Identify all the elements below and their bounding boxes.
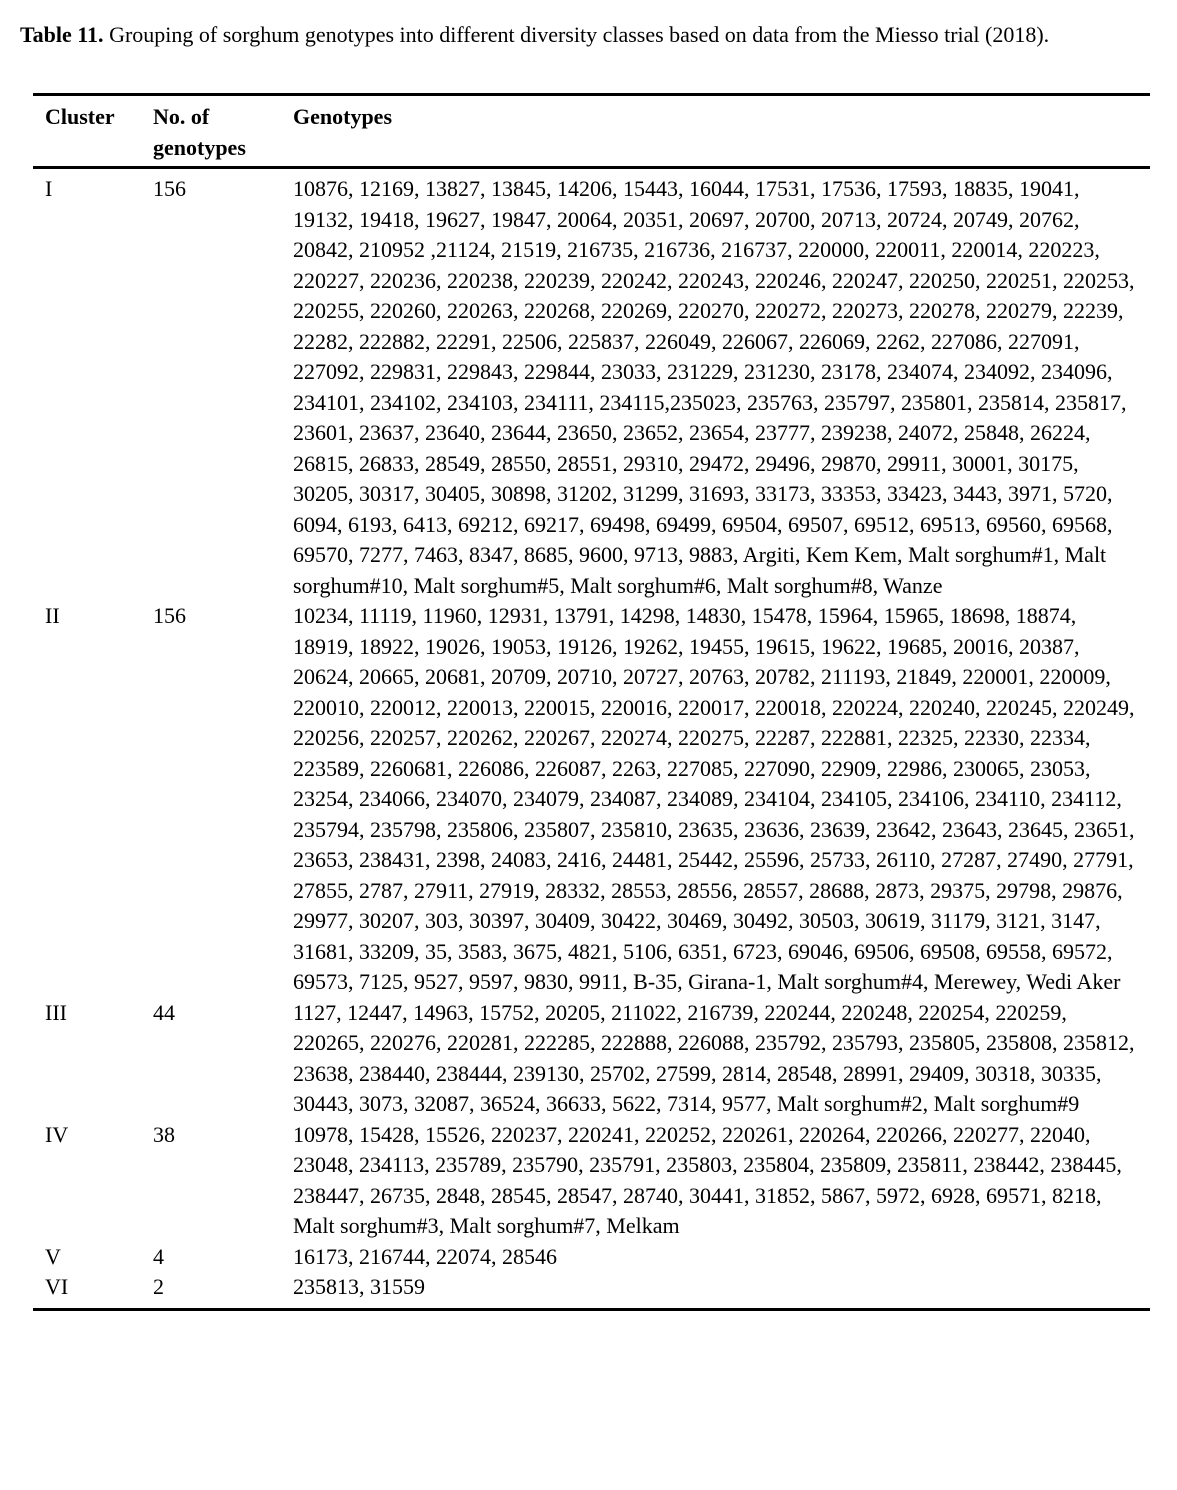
cluster-cell: VI	[45, 1274, 69, 1299]
genotypes-cell: 10876, 12169, 13827, 13845, 14206, 15443, 16044, 17531, 17536, 17593, 18835, 19041, 19132, 19418, 19627, 19847, 20064, 20351, 20697, 20700, 20713, 20724, 20749, 20762, 20842, 210952 ,21124, 21519, 216735, 216736, 216737, 220000, 220011, 220014, 220223, 220227, 220236, 220238, 220239, 220242, 220243, 220246, 220247, 220250, 220251, 220253, 220255, 220260, 220263, 220268, 220269, 220270, 220272, 220273, 220278, 220279, 22239, 22282, 222882, 22291, 22506, 225837, 226049, 226067, 226069, 2262, 227086, 227091, 227092, 229831, 229843, 229844, 23033, 231229, 231230, 23178, 234074, 234092, 234096, 234101, 234102, 234103, 234111, 234115,235023, 235763, 235797, 235801, 235814, 235817, 23601, 23637, 23640, 23644, 23650, 23652, 23654, 23777, 239238, 24072, 25848, 26224, 26815, 26833, 28549, 28550, 28551, 29310, 29472, 29496, 29870, 29911, 30001, 30175, 30205, 30317, 30405, 30898, 31202, 31299, 31693, 33173, 33353, 33423, 3443, 3971, 5720, 6094, 6193, 6413, 69212, 69217, 69498, 69499, 69504, 69507, 69512, 69513, 69560, 69568, 69570, 7277, 7463, 8347, 8685, 9600, 9713, 9883, Argiti, Kem Kem, Malt sorghum#1, Malt sorghum#10, Malt sorghum#5, Malt sorghum#6, Malt sorghum#8, Wanze	[293, 176, 1135, 598]
table-row	[33, 174, 1150, 601]
genotypes-cell: 10234, 11119, 11960, 12931, 13791, 14298, 14830, 15478, 15964, 15965, 18698, 18874, 18919, 18922, 19026, 19053, 19126, 19262, 19455, 19615, 19622, 19685, 20016, 20387, 20624, 20665, 20681, 20709, 20710, 20727, 20763, 20782, 211193, 21849, 220001, 220009, 220010, 220012, 220013, 220015, 220016, 220017, 220018, 220224, 220240, 220245, 220249, 220256, 220257, 220262, 220267, 220274, 220275, 22287, 222881, 22325, 22330, 22334, 223589, 2260681, 226086, 226087, 2263, 227085, 227090, 22909, 22986, 230065, 23053, 23254, 234066, 234070, 234079, 234087, 234089, 234104, 234105, 234106, 234110, 234112, 235794, 235798, 235806, 235807, 235810, 23635, 23636, 23639, 23642, 23643, 23645, 23651, 23653, 238431, 2398, 24083, 2416, 24481, 25442, 25596, 25733, 26110, 27287, 27490, 27791, 27855, 2787, 27911, 27919, 28332, 28553, 28556, 28557, 28688, 2873, 29375, 29798, 29876, 29977, 30207, 303, 30397, 30409, 30422, 30469, 30492, 30503, 30619, 31179, 3121, 3147, 31681, 33209, 35, 3583, 3675, 4821, 5106, 6351, 6723, 69046, 69506, 69508, 69558, 69572, 69573, 7125, 9527, 9597, 9830, 9911, B-35, Girana-1, Malt sorghum#4, Merewey, Wedi Aker	[293, 603, 1135, 994]
table-row	[33, 601, 1150, 998]
table-header-row	[33, 96, 1150, 169]
table-row	[33, 1272, 1150, 1303]
table-caption	[20, 18, 1160, 51]
genotypes-cell: 235813, 31559	[293, 1274, 425, 1299]
genotypes-cell: 10978, 15428, 15526, 220237, 220241, 220252, 220261, 220264, 220266, 220277, 22040, 23048, 234113, 235789, 235790, 235791, 235803, 235804, 235809, 235811, 238442, 238445, 238447, 26735, 2848, 28545, 28547, 28740, 30441, 31852, 5867, 5972, 6928, 69571, 8218, Malt sorghum#3, Malt sorghum#7, Melkam	[293, 1121, 1122, 1238]
genotypes-cell: 16173, 216744, 22074, 28546	[293, 1243, 557, 1269]
table-row	[33, 998, 1150, 1120]
genotypes-cell: 1127, 12447, 14963, 15752, 20205, 211022, 216739, 220244, 220248, 220254, 220259, 220265, 220276, 220281, 222285, 222888, 226088, 235792, 235793, 235805, 235808, 235812, 23638, 238440, 238444, 239130, 25702, 27599, 2814, 28548, 28991, 29409, 30318, 30335, 30443, 3073, 32087, 36524, 36633, 5622, 7314, 9577, Malt sorghum#2, Malt sorghum#9	[293, 999, 1135, 1116]
cluster-cell: III	[45, 999, 67, 1025]
cluster-cell: V	[45, 1243, 61, 1269]
cluster-cell: IV	[45, 1121, 69, 1147]
table-row	[33, 1242, 1150, 1273]
count-cell: 4	[153, 1243, 164, 1269]
count-cell: 2	[153, 1274, 164, 1299]
table-caption-text: Grouping of sorghum genotypes into different diversity classes based on data from the Miesso trial (2018).	[109, 22, 1050, 47]
table-body	[33, 169, 1150, 1308]
genotype-table	[33, 93, 1150, 1311]
header-cluster: Cluster	[45, 104, 115, 129]
table-caption-label: Table 11.	[20, 22, 104, 47]
cluster-cell: I	[45, 176, 53, 201]
header-genotypes: Genotypes	[293, 104, 392, 129]
count-cell: 156	[153, 176, 186, 201]
count-cell: 156	[153, 603, 186, 628]
cluster-cell: II	[45, 603, 60, 628]
count-cell: 38	[153, 1121, 175, 1147]
count-cell: 44	[153, 999, 175, 1025]
header-no-of-genotypes: No. of genotypes	[153, 104, 246, 160]
table-row	[33, 1120, 1150, 1242]
